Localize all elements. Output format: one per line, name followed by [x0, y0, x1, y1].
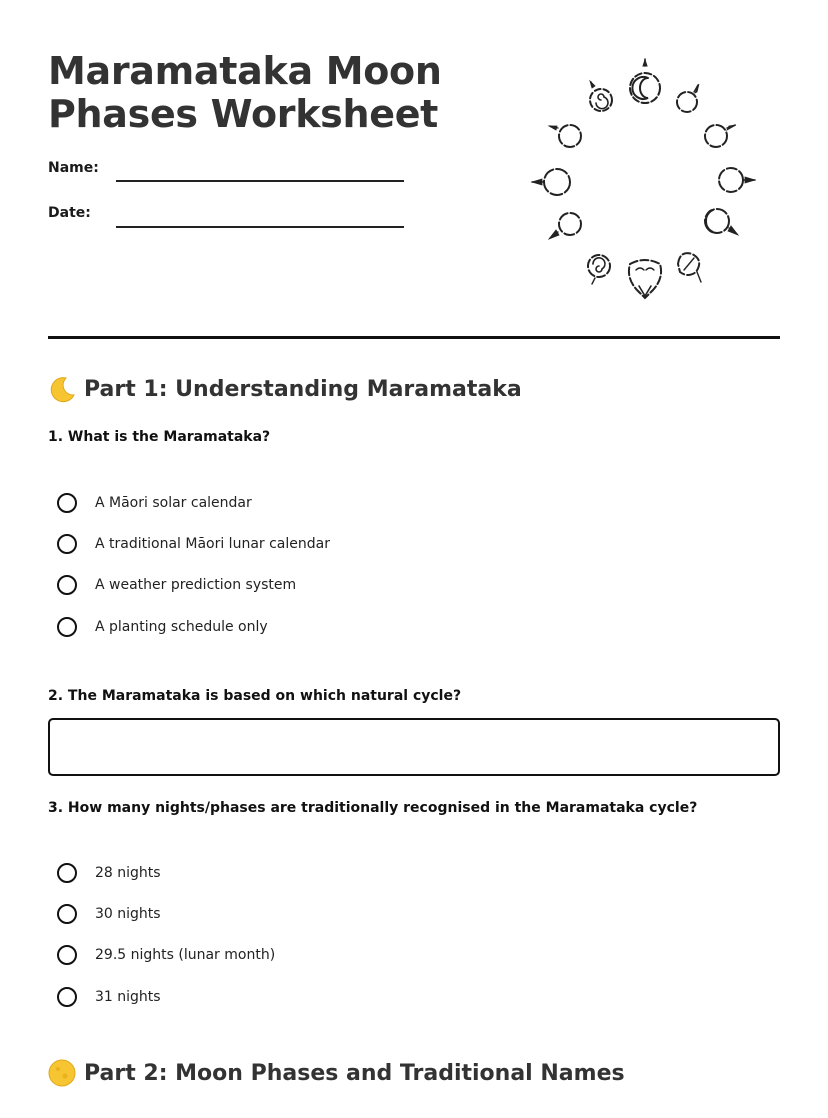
name-label: Name:: [48, 160, 99, 176]
question-1: 1. What is the Maramataka?: [48, 429, 271, 445]
moon-phase-upper-left-icon: [549, 125, 581, 147]
option-label: 28 nights: [95, 865, 161, 881]
part1-heading-text: Part 1: Understanding Maramataka: [84, 376, 522, 402]
q3-option-2[interactable]: [57, 901, 161, 927]
option-label: 31 nights: [95, 989, 161, 1005]
moon-phase-lower-left-icon: [549, 213, 581, 239]
name-field[interactable]: [116, 180, 404, 182]
q3-option-1[interactable]: [57, 860, 161, 886]
option-label: A weather prediction system: [95, 577, 297, 593]
radio-button[interactable]: [57, 863, 77, 883]
moon-phase-upper-right-icon: [705, 125, 736, 147]
part1-heading: [48, 374, 522, 404]
moon-cycle-illustration: [520, 52, 766, 306]
question-3: 3. How many nights/phases are traditionally recognised in the Maramataka cycle?: [48, 800, 698, 816]
date-field[interactable]: [116, 226, 404, 228]
moon-phase-right-top-icon: [677, 84, 699, 112]
moon-phase-lower-right-icon: [705, 209, 738, 235]
part2-heading: [48, 1058, 625, 1088]
option-label: 30 nights: [95, 906, 161, 922]
moon-phase-spiral-icon: [590, 81, 612, 111]
option-label: A Māori solar calendar: [95, 495, 252, 511]
option-label: A planting schedule only: [95, 619, 268, 635]
date-label: Date:: [48, 205, 91, 221]
moon-phase-leaf-icon: [678, 253, 701, 282]
part2-heading-text: Part 2: Moon Phases and Traditional Names: [84, 1060, 625, 1086]
q1-option-3[interactable]: [57, 572, 296, 598]
moon-phase-right-icon: [719, 168, 755, 192]
option-label: 29.5 nights (lunar month): [95, 947, 276, 963]
moon-phase-bottom-icon: [629, 260, 661, 298]
crescent-moon-icon: [48, 375, 76, 403]
moon-phase-left-icon: [532, 169, 570, 195]
q3-option-4[interactable]: [57, 984, 161, 1010]
q1-option-2[interactable]: [57, 531, 330, 557]
radio-button[interactable]: [57, 534, 77, 554]
header-divider: [48, 336, 780, 339]
radio-button[interactable]: [57, 493, 77, 513]
q2-answer-box[interactable]: [48, 718, 780, 776]
question-2: 2. The Maramataka is based on which natural cycle?: [48, 688, 462, 704]
q1-option-4[interactable]: [57, 614, 268, 640]
moon-phase-top-icon: [630, 59, 660, 103]
full-moon-icon: [48, 1059, 76, 1087]
q1-option-1[interactable]: [57, 490, 252, 516]
radio-button[interactable]: [57, 617, 77, 637]
radio-button[interactable]: [57, 945, 77, 965]
q3-option-3[interactable]: [57, 942, 275, 968]
moon-phase-koru-icon: [588, 255, 610, 284]
page-title: Maramataka Moon Phases Worksheet: [48, 49, 442, 136]
radio-button[interactable]: [57, 987, 77, 1007]
radio-button[interactable]: [57, 575, 77, 595]
option-label: A traditional Māori lunar calendar: [95, 536, 330, 552]
radio-button[interactable]: [57, 904, 77, 924]
